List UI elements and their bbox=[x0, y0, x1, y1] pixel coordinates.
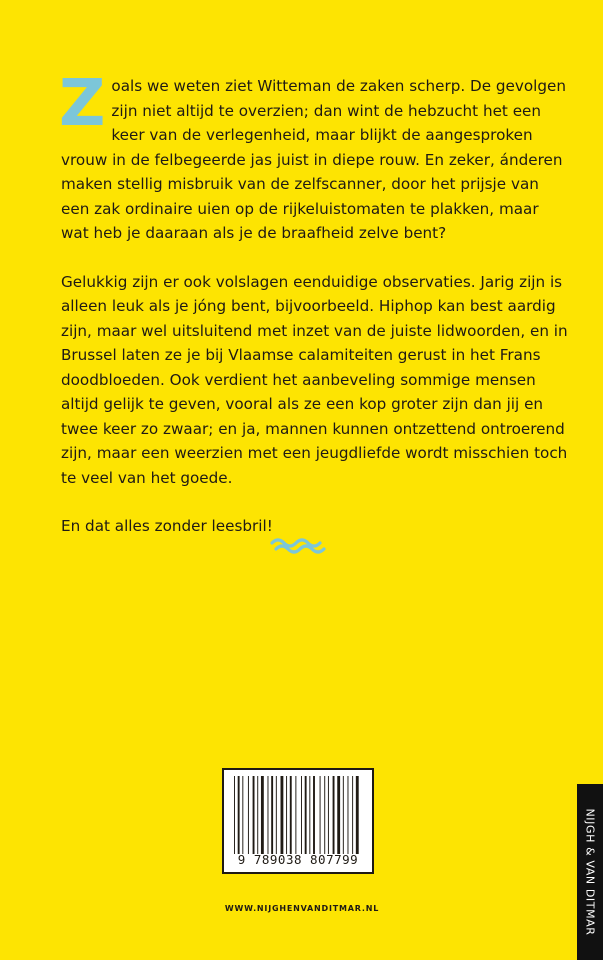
barcode-bar bbox=[305, 776, 307, 854]
barcode-bars bbox=[232, 776, 364, 854]
barcode-bar bbox=[328, 776, 329, 854]
barcode-bar bbox=[271, 776, 273, 854]
barcode-bar bbox=[295, 776, 296, 854]
blurb-paragraph-2: Gelukkig zijn er ook volslagen eenduidige observaties. Jarig zijn is alleen leuk als je jóng bent, bijvoorbeeld. Hiphop kan best aardig zijn, maar wel uitsluitend met inzet van de juiste lidwoorden, en in Brussel laten ze je bij Vlaamse calamiteiten gerust in het Frans doodbloeden. Ook verdient het aanbeveling sommige mensen altijd gelijk te geven, vooral als ze een kop groter zijn dan jij en twee keer zo zwaar; en ja, mannen kunnen ontzettend ontroerend zijn, maar een weerzien met een jeugdliefde wordt misschien toch te veel van het goede. bbox=[61, 272, 568, 487]
barcode-bar bbox=[301, 776, 302, 854]
barcode-bar bbox=[352, 776, 353, 854]
isbn-number: 9 789038 807799 bbox=[237, 852, 359, 867]
barcode-bar bbox=[253, 776, 255, 854]
barcode-bar bbox=[313, 776, 315, 854]
barcode-bar bbox=[356, 776, 359, 854]
barcode-bar bbox=[248, 776, 249, 854]
barcode-bar bbox=[242, 776, 243, 854]
barcode-bar bbox=[234, 776, 235, 854]
blurb-paragraph-3: En dat alles zonder leesbril! bbox=[61, 517, 273, 535]
publisher-label: NIJGH & VAN DITMAR bbox=[583, 808, 597, 936]
barcode-bar bbox=[348, 776, 349, 854]
barcode-bar bbox=[268, 776, 269, 854]
barcode-bar bbox=[281, 776, 284, 854]
blurb-text bbox=[59, 67, 571, 563]
barcode-bar bbox=[238, 776, 240, 854]
blurb-paragraph-1 bbox=[59, 67, 571, 246]
publisher-website: WWW.NIJGHENVANDITMAR.NL bbox=[224, 904, 380, 913]
barcode-bar bbox=[257, 776, 258, 854]
wave-ornament-icon bbox=[270, 536, 326, 554]
barcode-bar bbox=[320, 776, 321, 854]
barcode-bar bbox=[276, 776, 277, 854]
paragraph-1-text: oals we weten ziet Witteman de zaken scherp. De gevolgen zijn niet altijd te overzien; dan wint de hebzucht het een keer van de verlegenheid, maar blijkt de aangesproken vrouw in de felbegeerde jas juist in diepe rouw. En zeker, ánderen maken stellig misbruik van de zelfscanner, door het prijsje van een zak ordinaire uien op de rijkeluistomaten te plakken, maar wat heb je daaraan als je de braafheid zelve bent? bbox=[61, 77, 566, 242]
barcode-bar bbox=[286, 776, 287, 854]
barcode-bar bbox=[290, 776, 292, 854]
barcode-bar bbox=[333, 776, 335, 854]
publisher-tab bbox=[577, 784, 603, 960]
barcode-bar bbox=[324, 776, 325, 854]
barcode bbox=[222, 768, 374, 874]
drop-cap: Z bbox=[59, 67, 106, 141]
barcode-bar bbox=[261, 776, 264, 854]
barcode-bar bbox=[309, 776, 310, 854]
barcode-bar bbox=[343, 776, 344, 854]
barcode-bar bbox=[337, 776, 340, 854]
